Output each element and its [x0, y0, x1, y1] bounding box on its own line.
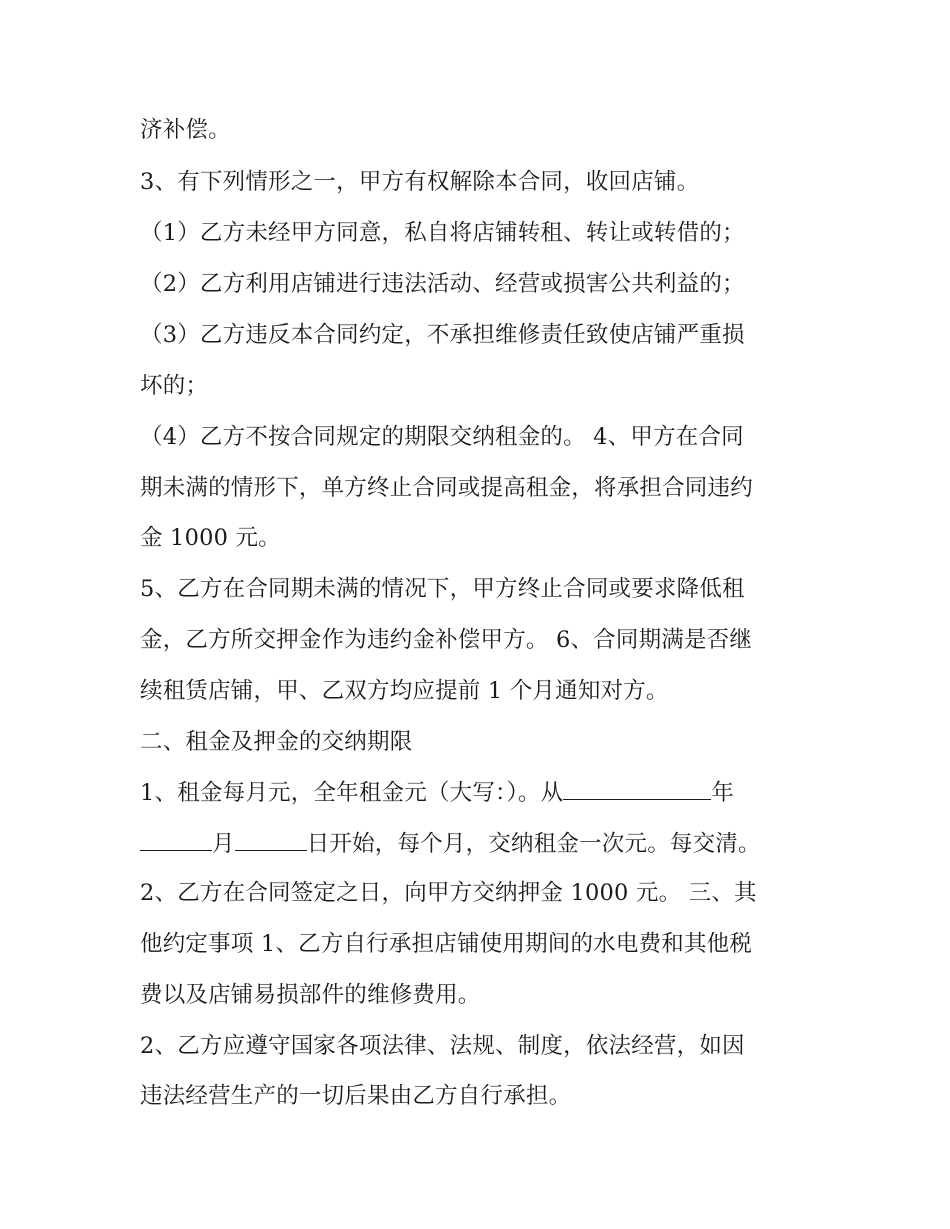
text-line: 期未满的情形下，单方终止合同或提高租金，将承担合同违约	[140, 475, 753, 501]
text-line: 3、有下列情形之一，甲方有权解除本合同，收回店铺。	[140, 169, 700, 195]
text-line: 2、乙方应遵守国家各项法律、法规、制度，依法经营，如因	[140, 1033, 745, 1059]
text-line: 金，乙方所交押金作为违约金补偿甲方。 6、合同期满是否继	[140, 627, 753, 653]
text-line: （3）乙方违反本合同约定，不承担维修责任致使店铺严重损	[140, 322, 745, 348]
rent-terms-line-1	[140, 777, 734, 808]
text-line: 2、乙方在合同签定之日，向甲方交纳押金 1000 元。 三、其	[140, 880, 757, 906]
text-line: （2）乙方利用店铺进行违法活动、经营或损害公共利益的；	[140, 271, 745, 297]
text-line: 济补偿。	[140, 117, 231, 143]
month-label: 月	[212, 831, 235, 857]
text-line: 5、乙方在合同期未满的情况下，甲方终止合同或要求降低租	[140, 576, 745, 602]
text-line: 违法经营生产的一切后果由乙方自行承担。	[140, 1083, 572, 1109]
section-heading: 二、租金及押金的交纳期限	[140, 729, 413, 755]
text-line: 金 1000 元。	[140, 525, 281, 551]
text-line: 他约定事项 1、乙方自行承担店铺使用期间的水电费和其他税	[140, 931, 753, 957]
text-line: （1）乙方未经甲方同意，私自将店铺转租、转让或转借的；	[140, 220, 745, 246]
blank-field-start	[563, 777, 711, 800]
rent-terms-text: 1、租金每月元，全年租金元（大写：）。从	[140, 780, 564, 806]
text-line: （4）乙方不按合同规定的期限交纳租金的。 4、甲方在合同	[140, 424, 744, 450]
text-line: 费以及店铺易损部件的维修费用。	[140, 982, 481, 1008]
rent-terms-text: 日开始，每个月，交纳租金一次元。每交清。	[306, 831, 761, 857]
text-line: 续租赁店铺，甲、乙双方均应提前 1 个月通知对方。	[140, 678, 669, 704]
blank-field-month	[140, 828, 212, 851]
blank-field-day	[235, 828, 307, 851]
year-label: 年	[711, 780, 735, 806]
text-line: 坏的；	[140, 373, 209, 399]
rent-terms-line-2	[140, 828, 761, 859]
